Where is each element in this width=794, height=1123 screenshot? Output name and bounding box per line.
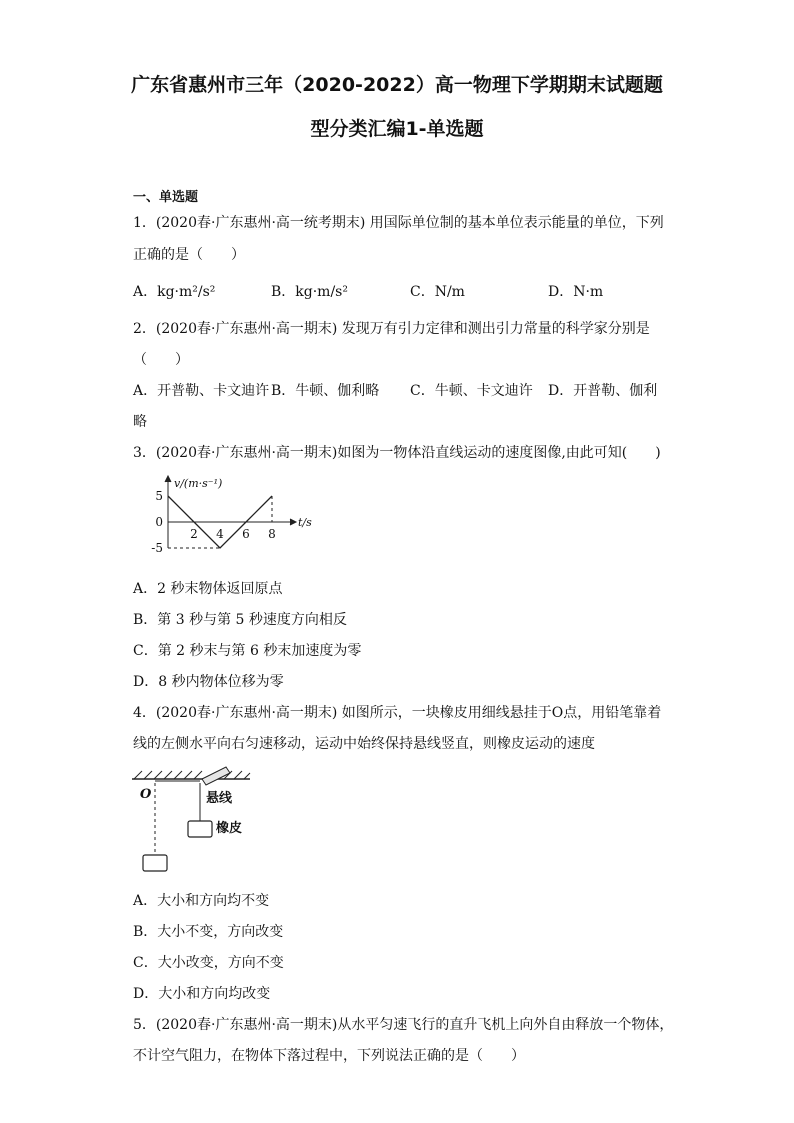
ceiling-hatching [134, 771, 250, 779]
q4-eraser-figure [130, 765, 270, 875]
label-eraser: 橡皮 [216, 821, 243, 836]
q2-option-d: D．开普勒、伽利 [548, 383, 658, 399]
q2-stem-line2: （ ） [133, 352, 189, 368]
q2-option-b: B．牛顿、伽利略 [271, 383, 380, 399]
q3-option-a: A．2 秒末物体返回原点 [133, 581, 283, 597]
section-heading: 一、单选题 [133, 190, 199, 205]
q4-option-b: B．大小不变，方向改变 [133, 924, 284, 940]
y-axis-label: v/(m·s⁻¹) [174, 477, 223, 490]
q2-option-d-continued: 略 [133, 414, 147, 430]
x-tick-label: 2 [190, 527, 198, 541]
q1-stem-line1: 1．(2020春·广东惠州·高一统考期末) 用国际单位制的基本单位表示能量的单位，下列 [133, 215, 664, 231]
label-thread: 悬线 [206, 791, 233, 806]
q1-option-b: B．kg·m/s² [271, 284, 348, 300]
x-tick-label: 4 [216, 527, 224, 541]
q5-stem-line2: 不计空气阻力，在物体下落过程中，下列说法正确的是（ ） [133, 1048, 525, 1064]
q4-stem-line1: 4．(2020春·广东惠州·高一期末) 如图所示，一块橡皮用细线悬挂于O点，用铅笔靠着 [133, 705, 662, 721]
x-tick-label: 8 [268, 527, 276, 541]
document-title-line1: 广东省惠州市三年（2020-2022）高一物理下学期期末试题题 [131, 74, 663, 96]
q1-stem-line2: 正确的是（ ） [133, 247, 245, 263]
y-tick-label: 5 [155, 489, 163, 503]
x-axis-label: t/s [298, 516, 312, 529]
document-title-line2: 型分类汇编1-单选题 [310, 118, 484, 140]
label-O: O [140, 787, 152, 802]
q5-stem-line1: 5．(2020春·广东惠州·高一期末)从水平匀速飞行的直升飞机上向外自由释放一个物体， [133, 1017, 674, 1033]
q3-velocity-time-graph [140, 470, 320, 560]
y-tick-label: 0 [155, 515, 163, 529]
q1-option-d: D．N·m [548, 284, 604, 300]
q1-option-a: A．kg·m²/s² [133, 284, 216, 300]
eraser-initial [143, 855, 167, 871]
q2-stem-line1: 2．(2020春·广东惠州·高一期末) 发现万有引力定律和测出引力常量的科学家分别是 [133, 321, 650, 337]
q4-option-a: A．大小和方向均不变 [133, 893, 270, 909]
q3-option-c: C．第 2 秒末与第 6 秒末加速度为零 [133, 643, 362, 659]
q3-option-d: D．8 秒内物体位移为零 [133, 674, 284, 690]
q4-option-c: C．大小改变，方向不变 [133, 955, 284, 971]
pencil [202, 767, 230, 785]
eraser-current [188, 821, 212, 837]
q4-stem-line2: 线的左侧水平向右匀速移动，运动中始终保持悬线竖直，则橡皮运动的速度 [133, 736, 595, 752]
q3-option-b: B．第 3 秒与第 5 秒速度方向相反 [133, 612, 347, 628]
y-tick-label: -5 [151, 541, 163, 555]
q1-option-c: C．N/m [410, 284, 465, 300]
q4-option-d: D．大小和方向均改变 [133, 986, 271, 1002]
q3-stem-line1: 3．(2020春·广东惠州·高一期末)如图为一物体沿直线运动的速度图像,由此可知( ) [133, 445, 661, 461]
q2-option-a: A．开普勒、卡文迪许 [133, 383, 270, 399]
x-axis-arrow [290, 519, 296, 525]
x-tick-label: 6 [242, 527, 250, 541]
y-axis-arrow [165, 476, 171, 482]
q2-option-c: C．牛顿、卡文迪许 [410, 383, 533, 399]
